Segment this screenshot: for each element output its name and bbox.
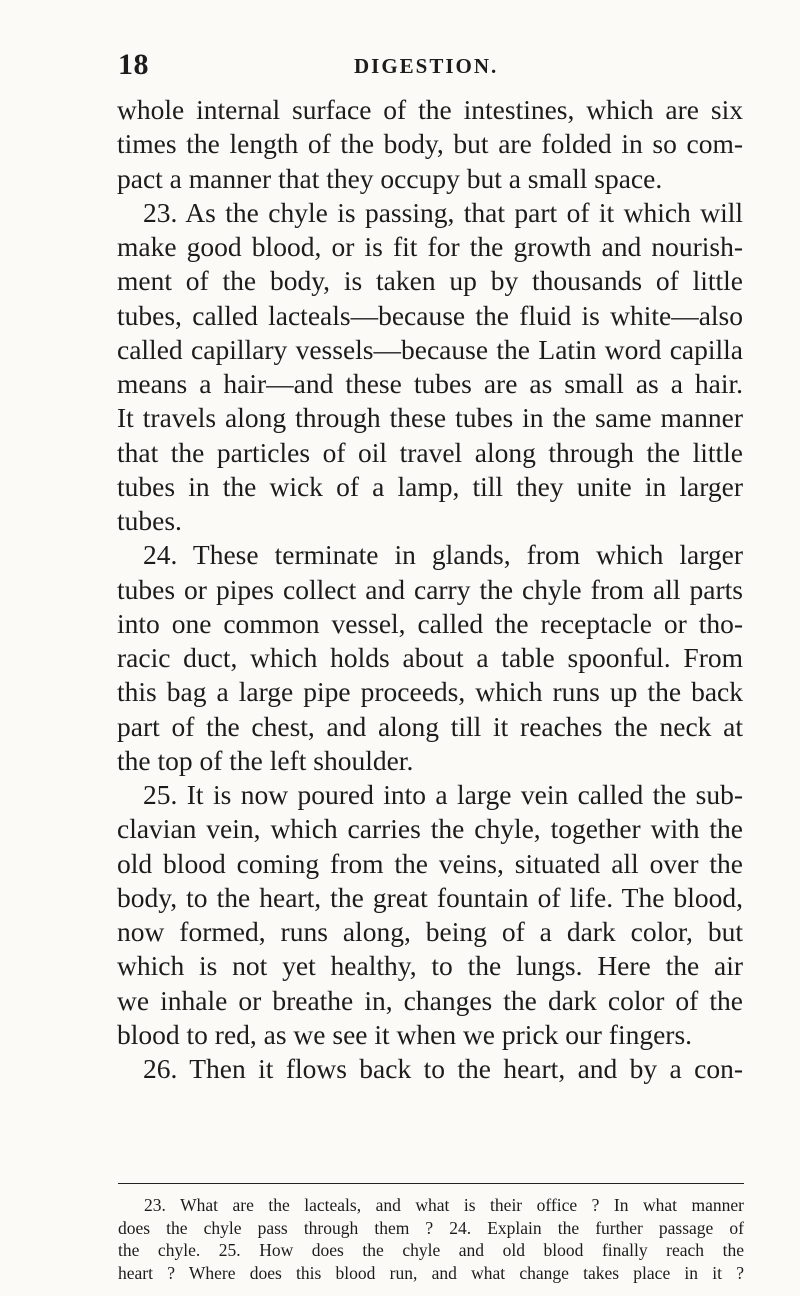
text-line: ment of the body, is taken up by thousands of little <box>117 265 743 297</box>
text-line: the top of the left shoulder. <box>117 744 414 776</box>
text-line: whole internal surface of the intestines, which are six <box>117 94 743 125</box>
footnote-line: heart ? Where does this blood run, and what change takes place in it ? <box>118 1262 744 1283</box>
page-header <box>118 48 688 84</box>
text-line: pact a manner that they occupy but a small space. <box>117 162 663 194</box>
text-line: tubes in the wick of a lamp, till they unite in larger <box>117 470 743 502</box>
text-line: means a hair—and these tubes are as small as a hair. <box>117 368 743 399</box>
footnote-line: the chyle. 25. How does the chyle and old blood finally reach the <box>118 1240 744 1260</box>
text-line: old blood coming from the veins, situated all over the <box>117 847 743 879</box>
text-line: called capillary vessels—because the Latin word capilla <box>117 333 743 365</box>
text-line: times the length of the body, but are folded in so com- <box>117 128 743 160</box>
paragraph-24-start: 24. These terminate in glands, from which larger <box>143 539 743 571</box>
text-line: that the particles of oil travel along through the little <box>117 436 743 468</box>
text-line: this bag a large pipe proceeds, which runs up the back <box>117 676 743 708</box>
text-line: tubes. <box>117 505 182 536</box>
text-line: body, to the heart, the great fountain of life. The blood, <box>117 881 743 913</box>
text-line: we inhale or breathe in, changes the dark color of the <box>117 984 743 1016</box>
text-line: make good blood, or is fit for the growth and nourish- <box>117 231 743 262</box>
text-line: into one common vessel, called the receptacle or tho- <box>117 607 743 639</box>
footnote-line: does the chyle pass through them ? 24. Explain the further passage of <box>118 1217 744 1238</box>
text-line: clavian vein, which carries the chyle, together with the <box>117 813 743 845</box>
text-line: tubes, called lacteals—because the fluid is white—also <box>117 299 743 331</box>
text-line: tubes or pipes collect and carry the chyle from all parts <box>117 573 743 605</box>
text-line: blood to red, as we see it when we prick our fingers. <box>117 1018 693 1050</box>
text-line: which is not yet healthy, to the lungs. Here the air <box>117 950 743 982</box>
text-line: now formed, runs along, being of a dark color, but <box>117 916 743 947</box>
footnote-divider <box>118 1183 744 1184</box>
paragraph-25-start: 25. It is now poured into a large vein called the sub- <box>143 779 743 810</box>
footnote-line: 23. What are the lacteals, and what is their office ? In what manner <box>144 1195 744 1215</box>
text-line: part of the chest, and along till it reaches the neck at <box>117 710 743 742</box>
paragraph-26-start: 26. Then it flows back to the heart, and by a con- <box>143 1053 743 1084</box>
running-title: DIGESTION. <box>354 54 499 78</box>
body-text <box>117 93 743 1086</box>
text-line: It travels along through these tubes in the same manner <box>117 402 743 434</box>
footnote-questions <box>118 1194 744 1284</box>
text-line: racic duct, which holds about a table spoonful. From <box>117 642 743 673</box>
page-number: 18 <box>118 48 149 81</box>
paragraph-23-start: 23. As the chyle is passing, that part of it which will <box>143 196 743 228</box>
